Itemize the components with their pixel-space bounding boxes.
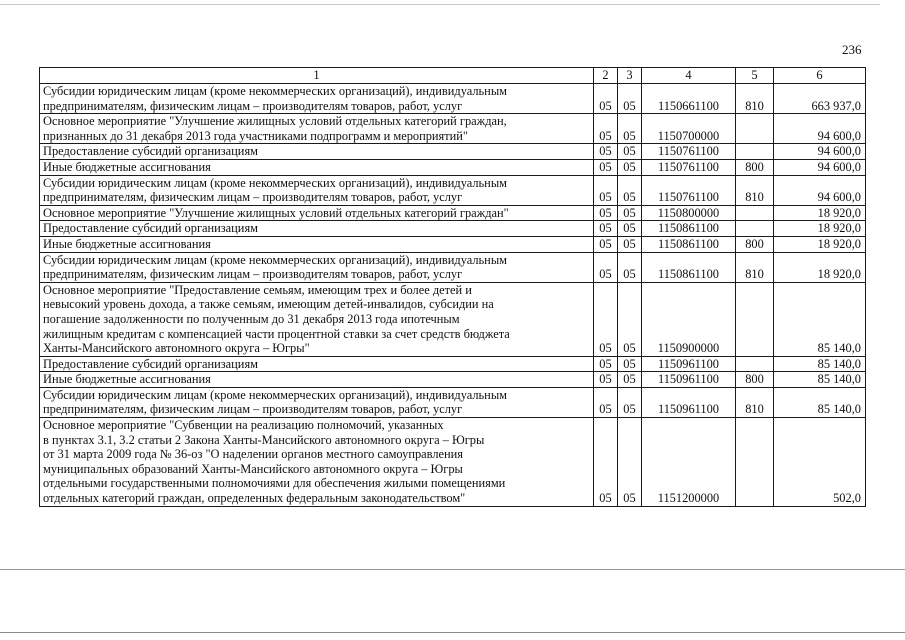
section-code: 05 <box>594 372 618 388</box>
section-code: 05 <box>594 282 618 356</box>
section-code: 05 <box>594 387 618 417</box>
expense-type-code <box>736 114 774 144</box>
row-description <box>40 356 594 372</box>
row-description <box>40 252 594 282</box>
amount: 94 600,0 <box>774 114 866 144</box>
description-line: Основное мероприятие "Предоставление семьям, имеющим трех и более детей и <box>43 282 472 297</box>
description-line: Ханты-Мансийского автономного округа – Югры" <box>43 341 310 356</box>
subsection-code: 05 <box>618 84 642 114</box>
budget-table <box>39 67 866 507</box>
target-article-code: 1150961100 <box>642 387 736 417</box>
header-cell-4: 4 <box>642 68 736 84</box>
amount: 502,0 <box>774 418 866 507</box>
target-article-code: 1150861100 <box>642 221 736 237</box>
description-line: предпринимателям, физическим лицам – производителям товаров, работ, услуг <box>43 98 463 113</box>
row-description <box>40 205 594 221</box>
target-article-code: 1150761100 <box>642 159 736 175</box>
target-article-code: 1151200000 <box>642 418 736 507</box>
section-code: 05 <box>594 144 618 160</box>
section-code: 05 <box>594 205 618 221</box>
row-description <box>40 159 594 175</box>
header-cell-6: 6 <box>774 68 866 84</box>
amount: 18 920,0 <box>774 205 866 221</box>
table-row <box>40 282 866 356</box>
description-line: Субсидии юридическим лицам (кроме некоммерческих организаций), индивидуальным <box>43 252 507 267</box>
table-row <box>40 205 866 221</box>
amount: 85 140,0 <box>774 372 866 388</box>
table-row <box>40 252 866 282</box>
section-code: 05 <box>594 114 618 144</box>
expense-type-code <box>736 356 774 372</box>
expense-type-code: 800 <box>736 159 774 175</box>
amount: 85 140,0 <box>774 356 866 372</box>
description-line: Предоставление субсидий организациям <box>43 356 258 371</box>
table-row <box>40 159 866 175</box>
subsection-code: 05 <box>618 372 642 388</box>
table-row <box>40 175 866 205</box>
subsection-code: 05 <box>618 159 642 175</box>
target-article-code: 1150800000 <box>642 205 736 221</box>
description-line: муниципальных образований Ханты-Мансийского автономного округа – Югры <box>43 461 463 476</box>
subsection-code: 05 <box>618 114 642 144</box>
table-row <box>40 144 866 160</box>
target-article-code: 1150661100 <box>642 84 736 114</box>
description-line: в пунктах 3.1, 3.2 статьи 2 Закона Ханты-Мансийского автономного округа – Югры <box>43 432 485 447</box>
table-row <box>40 418 866 507</box>
page-number: 236 <box>842 42 862 57</box>
row-description <box>40 114 594 144</box>
description-line: Субсидии юридическим лицам (кроме некоммерческих организаций), индивидуальным <box>43 387 507 402</box>
amount: 18 920,0 <box>774 236 866 252</box>
subsection-code: 05 <box>618 175 642 205</box>
amount: 94 600,0 <box>774 159 866 175</box>
expense-type-code <box>736 221 774 237</box>
table-row <box>40 372 866 388</box>
subsection-code: 05 <box>618 356 642 372</box>
description-line: предпринимателям, физическим лицам – производителям товаров, работ, услуг <box>43 267 463 282</box>
expense-type-code: 810 <box>736 84 774 114</box>
amount: 85 140,0 <box>774 282 866 356</box>
expense-type-code: 800 <box>736 372 774 388</box>
row-description <box>40 282 594 356</box>
description-line: отдельных категорий граждан, определенных федеральным законодательством" <box>43 491 466 506</box>
section-code: 05 <box>594 236 618 252</box>
amount: 94 600,0 <box>774 144 866 160</box>
footer-rule <box>0 632 905 633</box>
expense-type-code <box>736 282 774 356</box>
expense-type-code <box>736 418 774 507</box>
description-line: Основное мероприятие "Субвенции на реализацию полномочий, указанных <box>43 418 444 433</box>
description-line: отдельными государственными полномочиями для обеспечения жилыми помещениями <box>43 476 506 491</box>
description-line: признанных до 31 декабря 2013 года участниками подпрограмм и мероприятий" <box>43 128 468 143</box>
table-row <box>40 114 866 144</box>
expense-type-code: 810 <box>736 252 774 282</box>
header-cell-1: 1 <box>40 68 594 84</box>
description-line: Основное мероприятие "Улучшение жилищных условий отдельных категорий граждан, <box>43 114 507 129</box>
table-row <box>40 84 866 114</box>
row-description <box>40 387 594 417</box>
amount: 18 920,0 <box>774 221 866 237</box>
description-line: предпринимателям, физическим лицам – производителям товаров, работ, услуг <box>43 402 463 417</box>
subsection-code: 05 <box>618 144 642 160</box>
target-article-code: 1150861100 <box>642 252 736 282</box>
table-row <box>40 387 866 417</box>
expense-type-code: 810 <box>736 175 774 205</box>
target-article-code: 1150861100 <box>642 236 736 252</box>
header-cell-3: 3 <box>618 68 642 84</box>
description-line: Иные бюджетные ассигнования <box>43 372 211 387</box>
description-line: погашение задолженности по полученным до 31 декабря 2013 года ипотечным <box>43 311 460 326</box>
expense-type-code: 800 <box>736 236 774 252</box>
row-description <box>40 221 594 237</box>
amount: 85 140,0 <box>774 387 866 417</box>
table-header-row <box>40 68 866 84</box>
target-article-code: 1150700000 <box>642 114 736 144</box>
amount: 94 600,0 <box>774 175 866 205</box>
subsection-code: 05 <box>618 221 642 237</box>
table-row <box>40 221 866 237</box>
section-code: 05 <box>594 159 618 175</box>
section-code: 05 <box>594 84 618 114</box>
description-line: Иные бюджетные ассигнования <box>43 159 211 174</box>
target-article-code: 1150961100 <box>642 356 736 372</box>
description-line: Субсидии юридическим лицам (кроме некоммерческих организаций), индивидуальным <box>43 84 507 98</box>
subsection-code: 05 <box>618 387 642 417</box>
amount: 663 937,0 <box>774 84 866 114</box>
target-article-code: 1150961100 <box>642 372 736 388</box>
subsection-code: 05 <box>618 236 642 252</box>
row-description <box>40 418 594 507</box>
row-description <box>40 175 594 205</box>
subsection-code: 05 <box>618 252 642 282</box>
description-line: жилищным кредитам с компенсацией части процентной ставки за счет средств бюджета <box>43 326 510 341</box>
subsection-code: 05 <box>618 418 642 507</box>
target-article-code: 1150761100 <box>642 144 736 160</box>
expense-type-code <box>736 205 774 221</box>
description-line: предпринимателям, физическим лицам – производителям товаров, работ, услуг <box>43 190 463 205</box>
amount: 18 920,0 <box>774 252 866 282</box>
section-code: 05 <box>594 356 618 372</box>
table-row <box>40 356 866 372</box>
description-line: Основное мероприятие "Улучшение жилищных условий отдельных категорий граждан" <box>43 205 509 220</box>
row-description <box>40 144 594 160</box>
row-description <box>40 236 594 252</box>
expense-type-code <box>736 144 774 160</box>
header-cell-5: 5 <box>736 68 774 84</box>
target-article-code: 1150761100 <box>642 175 736 205</box>
row-description <box>40 372 594 388</box>
subsection-code: 05 <box>618 282 642 356</box>
description-line: невысокий уровень дохода, а также семьям, имеющим детей-инвалидов, субсидии на <box>43 297 494 312</box>
description-line: Иные бюджетные ассигнования <box>43 236 211 251</box>
description-line: от 31 марта 2009 года № 36-оз "О наделении органов местного самоуправления <box>43 447 463 462</box>
section-code: 05 <box>594 221 618 237</box>
section-code: 05 <box>594 418 618 507</box>
expense-type-code: 810 <box>736 387 774 417</box>
description-line: Субсидии юридическим лицам (кроме некоммерческих организаций), индивидуальным <box>43 175 507 190</box>
description-line: Предоставление субсидий организациям <box>43 221 258 236</box>
section-code: 05 <box>594 252 618 282</box>
top-edge-rule <box>0 4 880 5</box>
target-article-code: 1150900000 <box>642 282 736 356</box>
table-row <box>40 236 866 252</box>
description-line: Предоставление субсидий организациям <box>43 144 258 159</box>
header-cell-2: 2 <box>594 68 618 84</box>
section-code: 05 <box>594 175 618 205</box>
row-description <box>40 84 594 114</box>
bottom-rule <box>0 569 905 570</box>
subsection-code: 05 <box>618 205 642 221</box>
